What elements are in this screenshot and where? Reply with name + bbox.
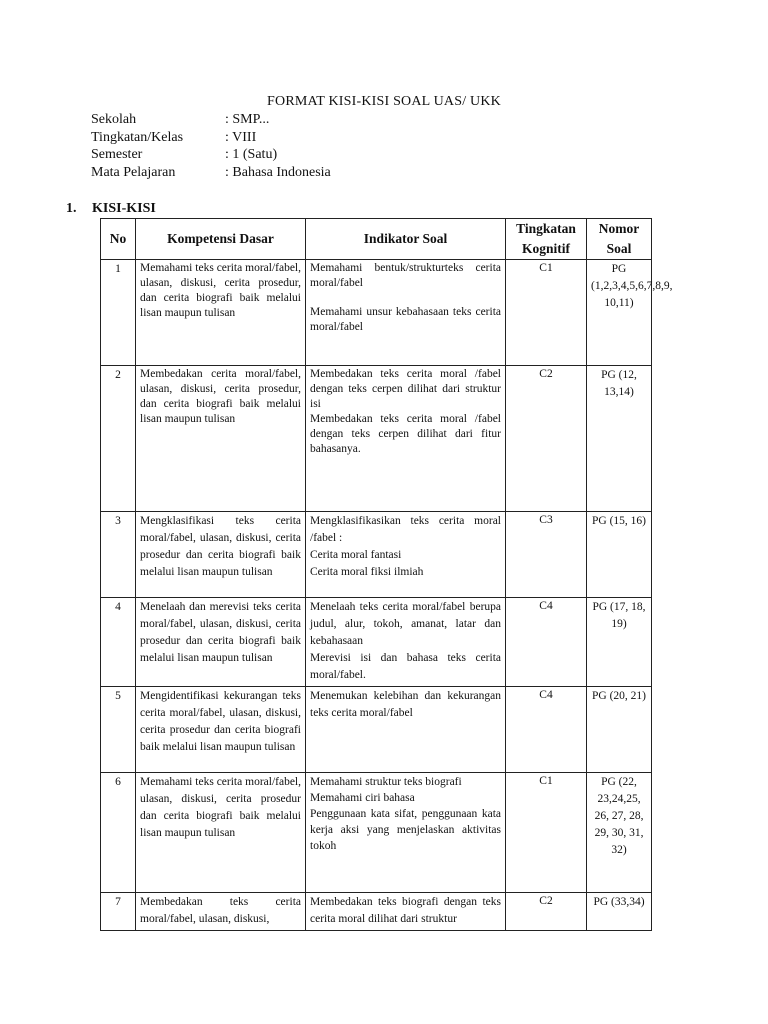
indikator-item: Penggunaan kata sifat, penggunaan kata kerja aksi yang menjelaskan aktivitas tokoh: [310, 808, 501, 852]
cell-kompetensi-dasar: Menelaah dan merevisi teks cerita moral/fabel, ulasan, diskusi, cerita prosedur dan cerita biografi baik melalui lisan maupun tulisan: [136, 598, 306, 687]
info-label: Sekolah: [91, 112, 137, 127]
indikator-item: Cerita moral fantasi: [310, 549, 402, 561]
indikator-item: Menelaah teks cerita moral/fabel berupa judul, alur, tokoh, amanat, latar dan kebahasaan: [310, 601, 501, 647]
cell-nomor-soal: PG (33,34): [587, 893, 652, 931]
cell-tingkatan: C2: [506, 893, 587, 931]
table-row: [101, 893, 652, 931]
indikator-item: Memahami unsur kebahasaan teks cerita moral/fabel: [310, 306, 501, 333]
info-value: : Bahasa Indonesia: [225, 164, 331, 180]
header-tingkatan-kognitif: Tingkatan Kognitif: [506, 219, 587, 260]
info-label: Semester: [91, 147, 143, 162]
info-value: : VIII: [225, 129, 257, 145]
cell-nomor-soal: PG (20, 21): [587, 687, 652, 773]
table-header-row: [101, 219, 652, 260]
document-info: [91, 111, 331, 181]
cell-indikator: [306, 893, 506, 931]
cell-kompetensi-dasar: Mengidentifikasi kekurangan teks cerita moral/fabel, ulasan, diskusi, cerita prosedur dan cerita biografi baik melalui lisan maupun tulisan: [136, 687, 306, 773]
cell-kompetensi-dasar: Membedakan teks cerita moral/fabel, ulasan, diskusi,: [136, 893, 306, 931]
cell-indikator: [306, 260, 506, 366]
cell-tingkatan: C1: [506, 260, 587, 366]
indikator-item: Membedakan teks cerita moral /fabel dengan teks cerpen dilihat dari fitur bahasanya.: [310, 413, 501, 455]
table-row: [101, 773, 652, 893]
indikator-item: Memahami bentuk/strukturteks cerita moral/fabel: [310, 262, 501, 289]
section-title: KISI-KISI: [92, 201, 156, 216]
cell-no: 4: [101, 598, 136, 687]
kisi-kisi-table: [100, 218, 673, 931]
indikator-item: Membedakan teks biografi dengan teks cerita moral dilihat dari struktur: [310, 896, 501, 925]
table-row: [101, 687, 652, 773]
cell-nomor-soal: PG (12, 13,14): [587, 366, 652, 512]
cell-kompetensi-dasar: Mengklasifikasi teks cerita moral/fabel, ulasan, diskusi, cerita prosedur dan cerita biografi baik melalui lisan maupun tulisan: [136, 512, 306, 598]
cell-indikator: [306, 687, 506, 773]
cell-nomor-soal: PG (15, 16): [587, 512, 652, 598]
info-row-semester: [91, 146, 331, 164]
cell-indikator: [306, 598, 506, 687]
cell-tingkatan: C4: [506, 598, 587, 687]
header-no: No: [101, 219, 136, 260]
indikator-item: Membedakan teks cerita moral /fabel dengan teks cerpen dilihat dari struktur isi: [310, 368, 501, 410]
cell-tingkatan: C4: [506, 687, 587, 773]
info-row-mapel: [91, 164, 331, 182]
cell-kompetensi-dasar: Memahami teks cerita moral/fabel, ulasan, diskusi, cerita prosedur dan cerita biografi baik melalui lisan maupun tulisan: [136, 773, 306, 893]
cell-indikator: [306, 512, 506, 598]
cell-no: 2: [101, 366, 136, 512]
header-indikator-soal: Indikator Soal: [306, 219, 506, 260]
cell-no: 3: [101, 512, 136, 598]
header-nomor-soal: Nomor Soal: [587, 219, 652, 260]
cell-no: 5: [101, 687, 136, 773]
cell-nomor-soal: PG (17, 18, 19): [587, 598, 652, 687]
section-heading: [66, 201, 156, 217]
cell-indikator: [306, 773, 506, 893]
info-value: : SMP...: [225, 112, 270, 127]
cell-tingkatan: C1: [506, 773, 587, 893]
cell-nomor-soal: PG (22, 23,24,25, 26, 27, 28, 29, 30, 31, 32): [587, 773, 652, 893]
cell-no: 7: [101, 893, 136, 931]
cell-no: 1: [101, 260, 136, 366]
cell-no: 6: [101, 773, 136, 893]
table-row: [101, 512, 652, 598]
cell-kompetensi-dasar: Membedakan cerita moral/fabel, ulasan, diskusi, cerita prosedur, dan cerita biografi baik melalui lisan maupun tulisan: [136, 366, 306, 512]
indikator-item: Memahami ciri bahasa: [310, 792, 415, 804]
cell-indikator: [306, 366, 506, 512]
indikator-item: Menemukan kelebihan dan kekurangan teks cerita moral/fabel: [310, 690, 501, 719]
indikator-item: Cerita moral fiksi ilmiah: [310, 566, 424, 578]
cell-kompetensi-dasar: Memahami teks cerita moral/fabel, ulasan, diskusi, cerita prosedur, dan cerita biografi baik melalui lisan maupun tulisan: [136, 260, 306, 366]
table-row: [101, 260, 652, 366]
info-label: Mata Pelajaran: [91, 164, 176, 180]
info-label: Tingkatan/Kelas: [91, 129, 184, 145]
info-value: : 1 (Satu): [225, 147, 278, 162]
table-row: [101, 598, 652, 687]
indikator-item: Memahami struktur teks biografi: [310, 776, 462, 788]
table-row: [101, 366, 652, 512]
section-number: 1.: [66, 201, 77, 216]
cell-tingkatan: C3: [506, 512, 587, 598]
cell-nomor-soal: PG (1,2,3,4,5,6,7,8,9, 10,11): [587, 260, 652, 366]
header-kompetensi-dasar: Kompetensi Dasar: [136, 219, 306, 260]
info-row-kelas: [91, 129, 331, 147]
indikator-item: Mengklasifikasikan teks cerita moral /fabel :: [310, 515, 501, 544]
document-title: FORMAT KISI-KISI SOAL UAS/ UKK: [267, 94, 501, 109]
indikator-item: Merevisi isi dan bahasa teks cerita moral/fabel.: [310, 652, 501, 681]
cell-tingkatan: C2: [506, 366, 587, 512]
info-row-sekolah: [91, 111, 331, 129]
